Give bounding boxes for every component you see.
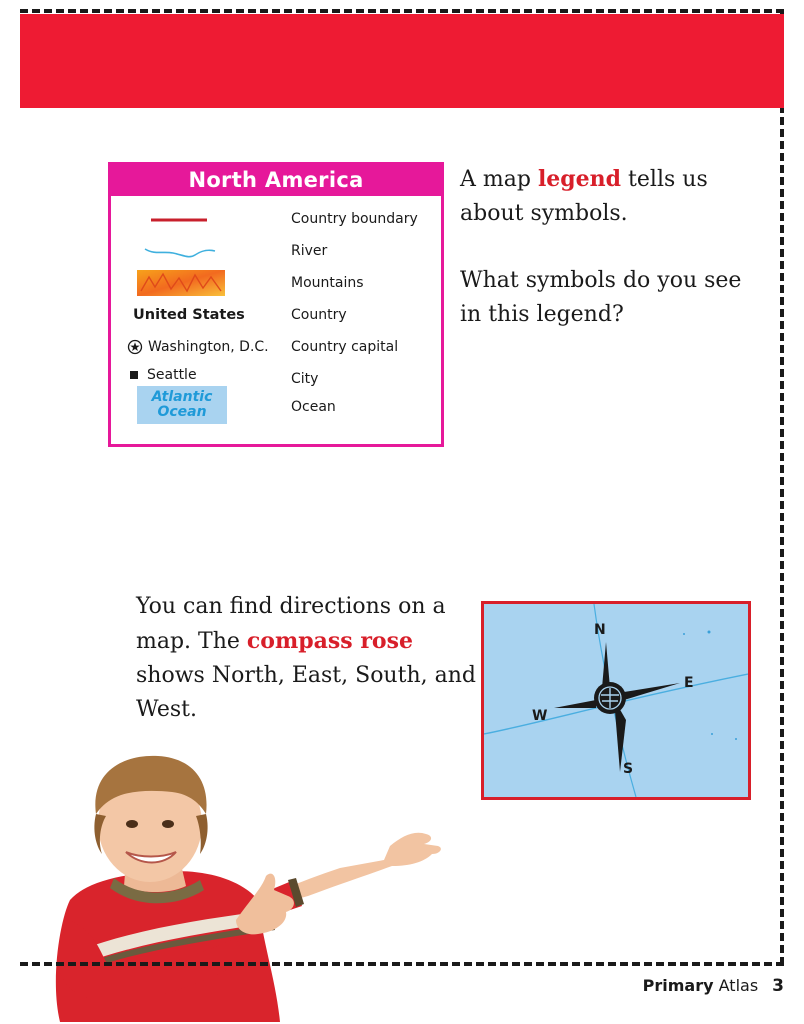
page-border-bottom bbox=[20, 962, 784, 966]
compass-rose-map bbox=[481, 601, 751, 800]
legend-label: Country boundary bbox=[291, 211, 418, 227]
legend-question: What symbols do you see in this legend? bbox=[460, 268, 742, 327]
legend-label: River bbox=[291, 243, 328, 259]
legend-label: Mountains bbox=[291, 275, 364, 291]
compass-rose-icon bbox=[484, 604, 748, 797]
compass-east-label: E bbox=[684, 675, 694, 691]
legend-label: Country capital bbox=[291, 339, 399, 355]
map-legend bbox=[108, 162, 444, 447]
compass-north-label: N bbox=[594, 622, 606, 638]
mountains-symbol bbox=[121, 269, 281, 297]
legend-row-boundary bbox=[111, 205, 441, 233]
legend-label: City bbox=[291, 371, 319, 387]
capital-symbol: Washington, D.C. bbox=[121, 333, 281, 361]
compass-west-label: W bbox=[532, 708, 548, 724]
legend-row-mountains bbox=[111, 269, 441, 297]
capital-star-icon bbox=[127, 339, 143, 355]
ocean-symbol: Atlantic Ocean bbox=[121, 391, 281, 419]
legend-row-ocean bbox=[111, 389, 441, 421]
legend-title: North America bbox=[111, 165, 441, 196]
legend-row-country bbox=[111, 301, 441, 329]
page-border-right bbox=[780, 9, 784, 965]
legend-label: Country bbox=[291, 307, 347, 323]
legend-row-capital bbox=[111, 333, 441, 361]
city-symbol: Seattle bbox=[121, 361, 281, 389]
legend-label: Ocean bbox=[291, 399, 336, 415]
country-symbol: United States bbox=[133, 307, 245, 323]
compass-description: You can find directions on a map. The compass rose shows North, East, South, and West. bbox=[136, 594, 476, 722]
page-number: 3 bbox=[772, 976, 784, 996]
header-banner bbox=[20, 14, 784, 108]
boy-pointing-photo bbox=[40, 750, 460, 1022]
city-square-icon bbox=[130, 371, 138, 379]
page-border-top bbox=[20, 9, 784, 13]
legend-row-city bbox=[111, 361, 441, 389]
legend-description: A map legend tells us about symbols. bbox=[460, 166, 708, 226]
legend-row-river bbox=[111, 237, 441, 265]
river-symbol bbox=[121, 237, 281, 265]
compass-south-label: S bbox=[623, 761, 634, 777]
page-footer: Primary Atlas 3 bbox=[642, 976, 784, 996]
boundary-symbol bbox=[121, 205, 281, 233]
